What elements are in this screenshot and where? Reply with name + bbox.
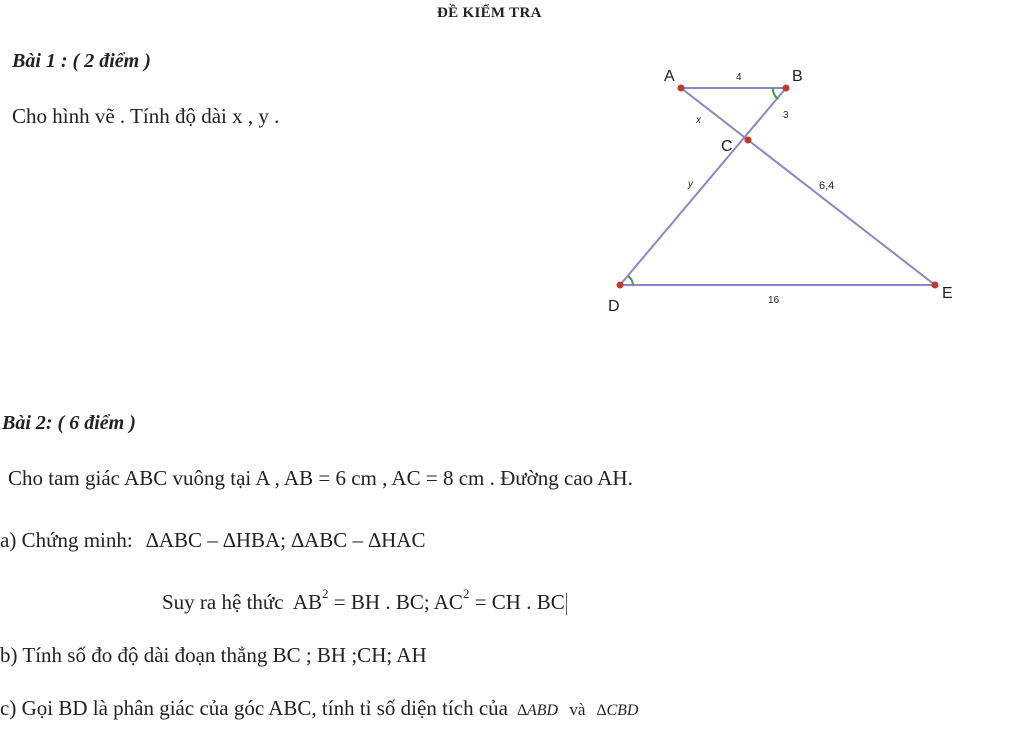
angle-mark-d [628, 276, 633, 285]
label-y: y [688, 179, 693, 190]
part-c-text: c) Gọi BD là phân giác của góc ABC, tính tỉ số diện tích của [0, 696, 508, 720]
label-d: D [608, 298, 620, 315]
label-ce-length: 6,4 [819, 180, 835, 192]
point-d [617, 282, 624, 289]
suy-ra-label: Suy ra hệ thức [162, 590, 284, 614]
figure-points [617, 85, 939, 289]
figure-segments [620, 88, 935, 285]
angle-mark-b [773, 88, 778, 99]
suy-ra-exp2: 2 [462, 586, 470, 601]
page-title: ĐỀ KIỂM TRA [437, 5, 542, 21]
point-e [932, 282, 939, 289]
point-a [678, 85, 685, 92]
label-ab-length: 4 [736, 72, 742, 83]
part-b: b) Tính số đo độ dài đoạn thẳng BC ; BH ;CH; AH [0, 643, 427, 667]
part-a [0, 528, 425, 553]
bai1-heading: Bài 1 : ( 2 điểm ) [12, 50, 151, 72]
suy-ra-end: = CH . BC [469, 590, 565, 614]
suy-ra-exp1: 2 [322, 586, 329, 601]
part-c [0, 696, 638, 721]
text-cursor [566, 593, 567, 615]
label-b: B [792, 68, 803, 85]
suy-ra-ab: AB [292, 590, 323, 614]
suy-ra-mid: = BH . BC; AC [328, 590, 463, 614]
label-de-length: 16 [768, 295, 780, 306]
label-a: A [664, 68, 675, 85]
part-a-math: ∆ABC – ∆HBA; ∆ABC – ∆HAC [145, 528, 426, 552]
part-c-and: và [569, 700, 586, 719]
part-a-label: a) Chứng minh: [0, 528, 133, 552]
label-e: E [942, 285, 953, 302]
label-bc-length: 3 [783, 110, 789, 121]
point-b [783, 85, 790, 92]
part-c-triangle-cbd: ∆CBD [596, 702, 639, 719]
segment-bd [620, 88, 786, 285]
bai2-heading: Bài 2: ( 6 điểm ) [2, 412, 136, 434]
bai2-intro: Cho tam giác ABC vuông tại A , AB = 6 cm , AC = 8 cm . Đường cao AH. [8, 466, 633, 490]
segment-ae [681, 88, 935, 285]
point-c [745, 137, 752, 144]
geometry-figure [590, 55, 980, 325]
label-x: x [696, 115, 701, 126]
suy-ra-line [162, 586, 567, 615]
part-c-triangle-abd: ∆ABD [517, 702, 559, 719]
label-c: C [721, 138, 733, 155]
bai1-text: Cho hình vẽ . Tính độ dài x , y . [12, 104, 280, 128]
